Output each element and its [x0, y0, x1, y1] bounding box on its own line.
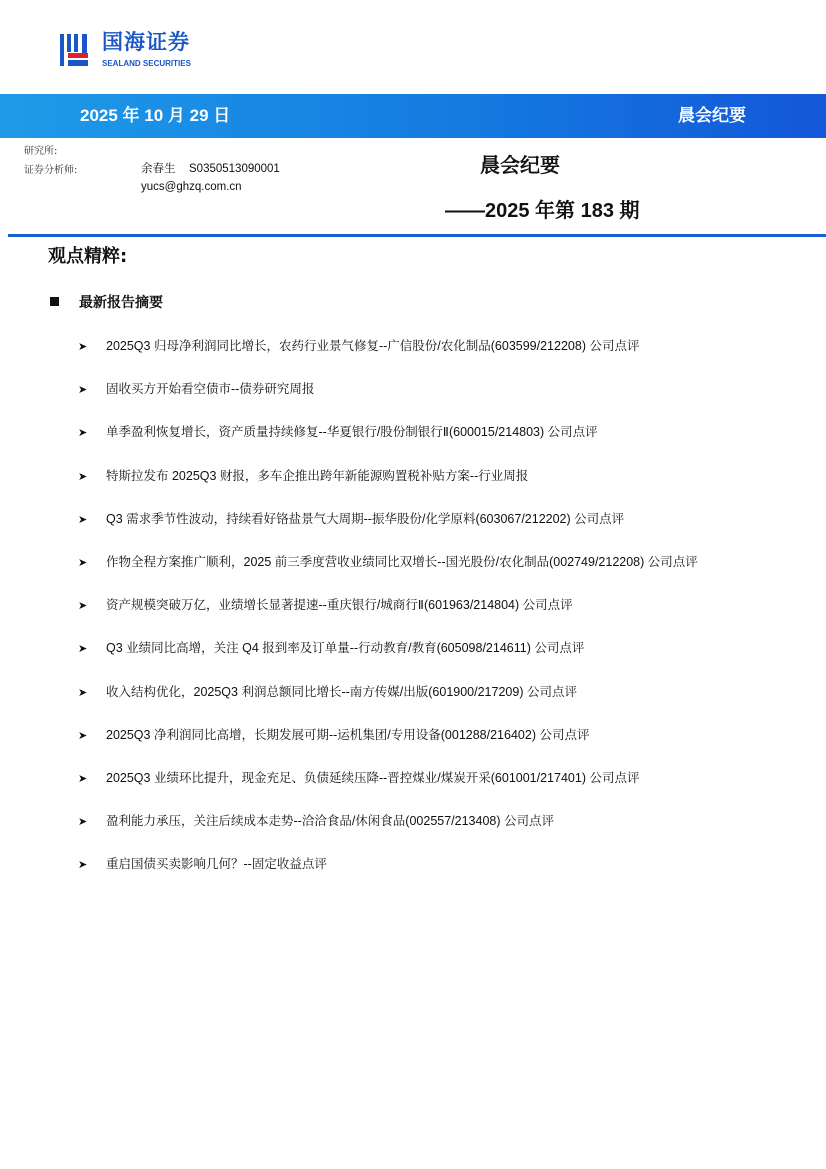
item-text: 资产规模突破万亿，业绩增长显著提速--重庆银行/城商行Ⅱ(601963/214804) 公司点评	[106, 598, 573, 613]
list-item[interactable]	[78, 467, 698, 510]
list-item[interactable]	[78, 510, 698, 553]
sealand-logo-icon	[58, 32, 94, 68]
item-text: 收入结构优化，2025Q3 利润总额同比增长--南方传媒/出版(601900/217209) 公司点评	[106, 684, 577, 699]
arrow-bullet-icon: ➤	[78, 427, 88, 440]
item-text: 特斯拉发布 2025Q3 财报，多车企推出跨年新能源购置税补贴方案--行业周报	[106, 468, 529, 483]
section-title: 观点精粹:	[48, 246, 128, 267]
arrow-bullet-icon: ➤	[78, 341, 88, 353]
list-item[interactable]	[78, 380, 698, 423]
list-item[interactable]	[78, 337, 698, 380]
institute-label: 研究所:	[24, 146, 58, 157]
item-text: 重启国债买卖影响几何？--固定收益点评	[106, 857, 327, 872]
arrow-bullet-icon: ➤	[78, 600, 88, 613]
arrow-bullet-icon: ➤	[78, 643, 88, 656]
arrow-bullet-icon: ➤	[78, 859, 88, 872]
square-bullet-icon	[50, 297, 59, 306]
list-item[interactable]	[78, 726, 698, 769]
analyst-name: 余春生	[141, 163, 176, 175]
arrow-bullet-icon: ➤	[78, 470, 88, 483]
logo-text-cn: 国海证券	[102, 30, 190, 54]
list-item[interactable]	[78, 812, 698, 855]
report-date: 2025 年 10 月 29 日	[80, 106, 231, 125]
item-text: Q3 业绩同比高增，关注 Q4 报到率及订单量--行动教育/教育(605098/214611) 公司点评	[106, 641, 585, 656]
list-item[interactable]	[78, 855, 698, 898]
list-item[interactable]	[78, 683, 698, 726]
item-text: 2025Q3 净利润同比高增，长期发展可期--运机集团/专用设备(001288/216402) 公司点评	[106, 727, 590, 742]
analyst-label: 证券分析师:	[24, 165, 78, 176]
item-text: 固收买方开始看空债市--债券研究周报	[106, 382, 315, 397]
issue-number: ——2025 年第 183 期	[445, 200, 640, 222]
item-text: 作物全程方案推广顺利，2025 前三季度营收业绩同比双增长--国光股份/农化制品(002749/212208) 公司点评	[106, 554, 698, 569]
arrow-bullet-icon: ➤	[78, 772, 88, 785]
arrow-bullet-icon: ➤	[78, 556, 88, 569]
arrow-bullet-icon: ➤	[78, 816, 88, 829]
list-item[interactable]	[78, 423, 698, 466]
report-list	[78, 337, 698, 898]
divider	[8, 234, 826, 237]
list-item[interactable]	[78, 769, 698, 812]
arrow-bullet-icon: ➤	[78, 729, 88, 742]
subsection-title	[50, 294, 163, 312]
arrow-bullet-icon: ➤	[78, 513, 88, 526]
item-text: 盈利能力承压，关注后续成本走势--洽洽食品/休闲食品(002557/213408) 公司点评	[106, 814, 554, 829]
document-title: 晨会纪要	[480, 153, 560, 177]
logo-text-en: SEALAND SECURITIES	[102, 59, 191, 68]
list-item[interactable]	[78, 553, 698, 596]
list-item[interactable]	[78, 596, 698, 639]
company-logo	[58, 30, 218, 72]
analyst-id: S0350513090001	[189, 163, 280, 175]
subsection-label: 最新报告摘要	[79, 295, 163, 311]
list-item[interactable]	[78, 639, 698, 682]
arrow-bullet-icon: ➤	[78, 686, 88, 699]
arrow-bullet-icon: ➤	[78, 384, 88, 397]
item-text: Q3 需求季节性波动，持续看好铬盐景气大周期--振华股份/化学原料(603067/212202) 公司点评	[106, 511, 625, 526]
header-banner	[0, 94, 826, 138]
item-text: 2025Q3 业绩环比提升，现金充足、负债延续压降--晋控煤业/煤炭开采(601001/217401) 公司点评	[106, 770, 640, 785]
item-text: 单季盈利恢复增长，资产质量持续修复--华夏银行/股份制银行Ⅱ(600015/214803) 公司点评	[106, 425, 598, 440]
analyst-email[interactable]: yucs@ghzq.com.cn	[141, 181, 242, 193]
report-type: 晨会纪要	[678, 106, 746, 126]
item-text: 2025Q3 归母净利润同比增长，农药行业景气修复--广信股份/农化制品(603599/212208) 公司点评	[106, 339, 640, 353]
